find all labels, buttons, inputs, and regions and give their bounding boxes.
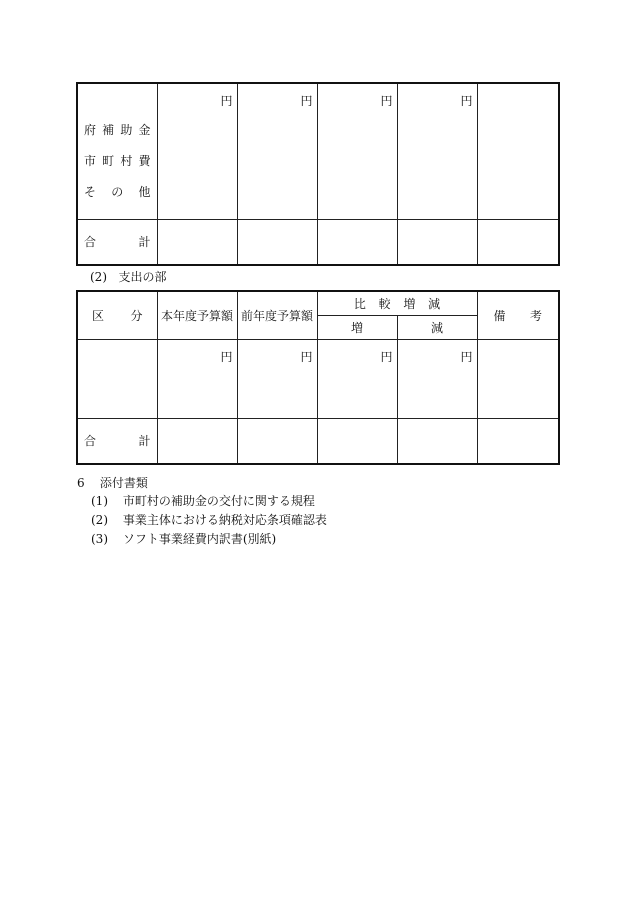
- header-decrease: 減: [397, 315, 477, 339]
- char: の: [111, 185, 124, 199]
- char: 備: [493, 308, 506, 323]
- char: そ: [84, 185, 97, 199]
- yen-unit: 円: [300, 349, 313, 364]
- attachment-number: (3): [91, 532, 108, 546]
- total-cell: [157, 219, 237, 265]
- section-number: (2): [90, 270, 107, 284]
- yen-unit: 円: [300, 94, 313, 108]
- header-remarks: [477, 291, 559, 339]
- total-cell: [477, 219, 559, 265]
- section-number: 6: [77, 476, 85, 490]
- char: 町: [102, 154, 115, 168]
- char: 費: [138, 154, 151, 168]
- amount-cell: [317, 83, 397, 219]
- amount-cell: [317, 339, 397, 418]
- total-cell: [317, 418, 397, 464]
- attachment-item: [91, 511, 327, 528]
- char: 補: [102, 123, 115, 137]
- total-label-cell: [77, 219, 157, 265]
- amount-cell: [157, 83, 237, 219]
- amount-cell: [397, 339, 477, 418]
- char: 較: [378, 296, 391, 311]
- attachment-number: (1): [91, 494, 108, 508]
- char: 金: [138, 123, 151, 137]
- total-cell: [397, 418, 477, 464]
- section-title: 添付書類: [99, 476, 148, 490]
- amount-cell: [237, 83, 317, 219]
- remarks-cell: [477, 83, 559, 219]
- category-cell: [77, 83, 157, 219]
- char: 分: [130, 308, 143, 323]
- expense-table: [76, 290, 560, 465]
- char: 村: [120, 154, 133, 168]
- total-cell: [397, 219, 477, 265]
- total-char: 合: [84, 235, 97, 250]
- total-char: 計: [138, 235, 151, 250]
- category-subsidy: [84, 122, 151, 138]
- total-cell: [157, 418, 237, 464]
- total-char: 計: [138, 434, 151, 449]
- total-cell: [317, 219, 397, 265]
- attachment-item: [91, 530, 276, 547]
- section-attachments-heading: [77, 474, 148, 491]
- attachment-text: 市町村の補助金の交付に関する規程: [122, 494, 315, 508]
- char: 区: [92, 308, 105, 323]
- attachment-text: 事業主体における納税対応条項確認表: [122, 513, 327, 527]
- header-comparison: [317, 291, 477, 315]
- remarks-cell: [477, 339, 559, 418]
- yen-unit: 円: [220, 94, 233, 108]
- total-char: 合: [84, 434, 97, 449]
- char: 他: [138, 185, 151, 199]
- yen-unit: 円: [460, 94, 473, 108]
- yen-unit: 円: [220, 349, 233, 364]
- yen-unit: 円: [460, 349, 473, 364]
- category-municipal: [84, 153, 151, 169]
- total-label-cell: [77, 418, 157, 464]
- amount-cell: [397, 83, 477, 219]
- char: 考: [529, 308, 542, 323]
- header-category: [77, 291, 157, 339]
- char: 減: [428, 296, 441, 311]
- amount-cell: [237, 339, 317, 418]
- attachment-number: (2): [91, 513, 108, 527]
- char: 比: [353, 296, 366, 311]
- total-cell: [477, 418, 559, 464]
- header-previous-budget: 前年度予算額: [237, 291, 317, 339]
- attachment-item: [91, 492, 315, 509]
- attachment-text: ソフト事業経費内訳書(別紙): [122, 532, 277, 546]
- header-increase: 増: [317, 315, 397, 339]
- char: 増: [403, 296, 416, 311]
- section-title: 支出の部: [118, 270, 167, 284]
- char: 府: [84, 123, 97, 137]
- yen-unit: 円: [380, 94, 393, 108]
- char: 市: [84, 154, 97, 168]
- income-table: [76, 82, 560, 266]
- total-cell: [237, 418, 317, 464]
- category-other: [84, 184, 151, 200]
- header-current-budget: 本年度予算額: [157, 291, 237, 339]
- amount-cell: [157, 339, 237, 418]
- char: 助: [120, 123, 133, 137]
- yen-unit: 円: [380, 349, 393, 364]
- category-cell: [77, 339, 157, 418]
- section-expense-heading: [90, 268, 166, 285]
- total-cell: [237, 219, 317, 265]
